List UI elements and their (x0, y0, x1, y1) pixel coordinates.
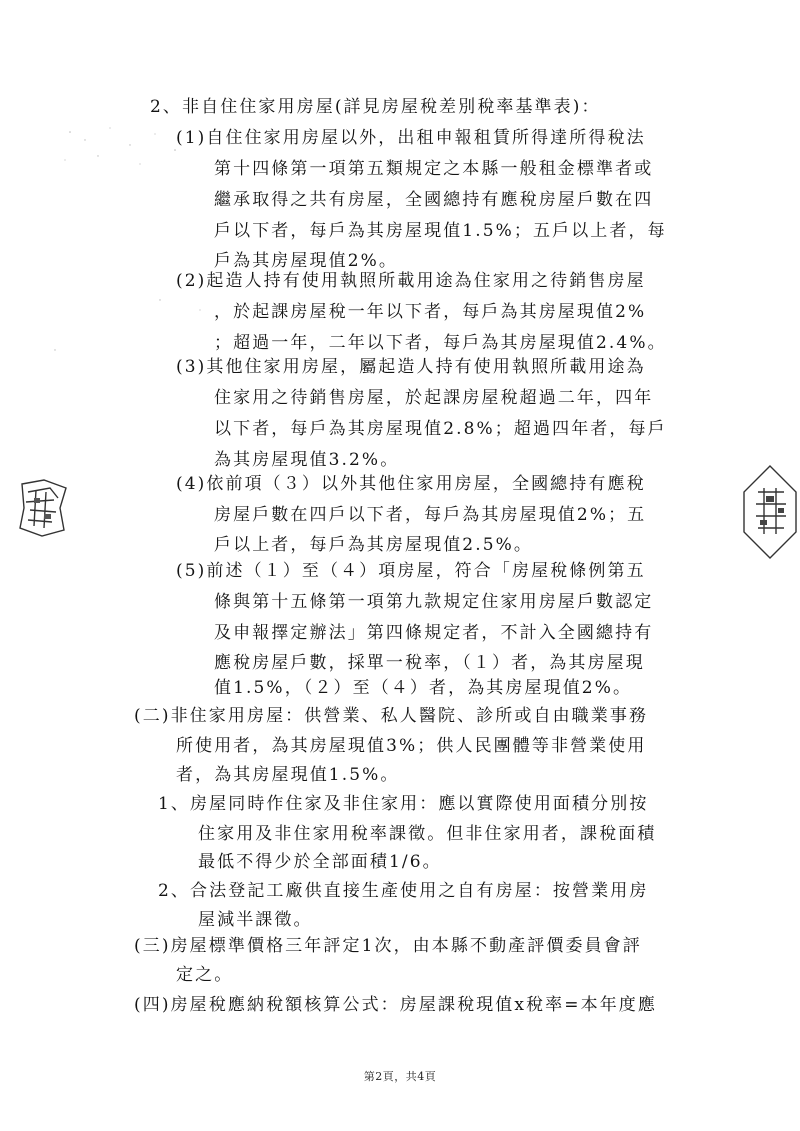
text-line: 繼承取得之共有房屋，全國總持有應稅房屋戶數在四 (214, 190, 654, 210)
text-line: 戶以上者，每戶為其房屋現值2.5%。 (214, 535, 533, 555)
perforation-seal-right (740, 462, 800, 562)
text-line: 住家用及非住家用稅率課徵。但非住家用者，課稅面積 (198, 824, 657, 844)
text-line: (四)房屋稅應納稅額核算公式：房屋課稅現值x稅率=本年度應 (134, 995, 657, 1015)
page-number-footer: 第2頁，共4頁 (363, 1070, 437, 1083)
text-line: 值1.5%，（２）至（４）者，為其房屋現值2%。 (214, 678, 633, 698)
text-line: 及申報擇定辦法」第四條規定者，不計入全國總持有 (214, 623, 654, 643)
text-line: 戶為其房屋現值2%。 (214, 251, 398, 271)
text-line: 1、房屋同時作住家及非住家用：應以實際使用面積分別按 (158, 794, 649, 814)
text-line: (二)非住家用房屋：供營業、私人醫院、診所或自由職業事務 (134, 706, 649, 726)
text-line: (三)房屋標準價格三年評定1次，由本縣不動產評價委員會評 (134, 936, 642, 956)
text-line: 第十四條第一項第五類規定之本縣一般租金標準者或 (214, 159, 654, 179)
text-line: 為其房屋現值3.2%。 (214, 450, 400, 470)
text-line: 2、合法登記工廠供直接生產使用之自有房屋：按營業用房 (158, 881, 649, 901)
text-line: (3)其他住家用房屋，屬起造人持有使用執照所載用途為 (176, 357, 646, 377)
text-line: (5)前述（１）至（４）項房屋，符合「房屋稅條例第五 (176, 561, 646, 581)
text-line: 條與第十五條第一項第九款規定住家用房屋戶數認定 (214, 592, 654, 612)
text-line: 住家用之待銷售房屋，於起課房屋稅超過二年，四年 (214, 388, 654, 408)
text-line: (4)依前項（３）以外其他住家用房屋，全國總持有應稅 (176, 474, 646, 494)
text-line: 應稅房屋戶數，採單一稅率，（１）者，為其房屋現 (214, 653, 645, 673)
text-line: 定之。 (176, 965, 234, 985)
text-line: ，於起課房屋稅一年以下者，每戶為其房屋現值2% (214, 302, 647, 322)
text-line: 所使用者，為其房屋現值3%；供人民團體等非營業使用 (176, 736, 647, 756)
text-line: 2、非自住住家用房屋(詳見房屋稅差別稅率基準表)： (150, 97, 601, 117)
text-line: 者，為其房屋現值1.5%。 (176, 765, 400, 785)
text-line: 戶以下者，每戶為其房屋現值1.5%；五戶以上者，每 (214, 221, 667, 241)
text-line: (1)自住住家用房屋以外，出租申報租賃所得達所得稅法 (176, 128, 646, 148)
scan-noise (50, 120, 220, 370)
perforation-seal-left (14, 478, 70, 538)
text-line: 以下者，每戶為其房屋現值2.8%；超過四年者，每戶 (214, 419, 667, 439)
text-line: (2)起造人持有使用執照所載用途為住家用之待銷售房屋 (176, 271, 646, 291)
text-line: 屋減半課徵。 (198, 910, 313, 930)
text-line: ；超過一年，二年以下者，每戶為其房屋現值2.4%。 (214, 333, 667, 353)
text-line: 最低不得少於全部面積1/6。 (198, 852, 442, 872)
text-line: 房屋戶數在四戶以下者，每戶為其房屋現值2%；五 (214, 505, 647, 525)
